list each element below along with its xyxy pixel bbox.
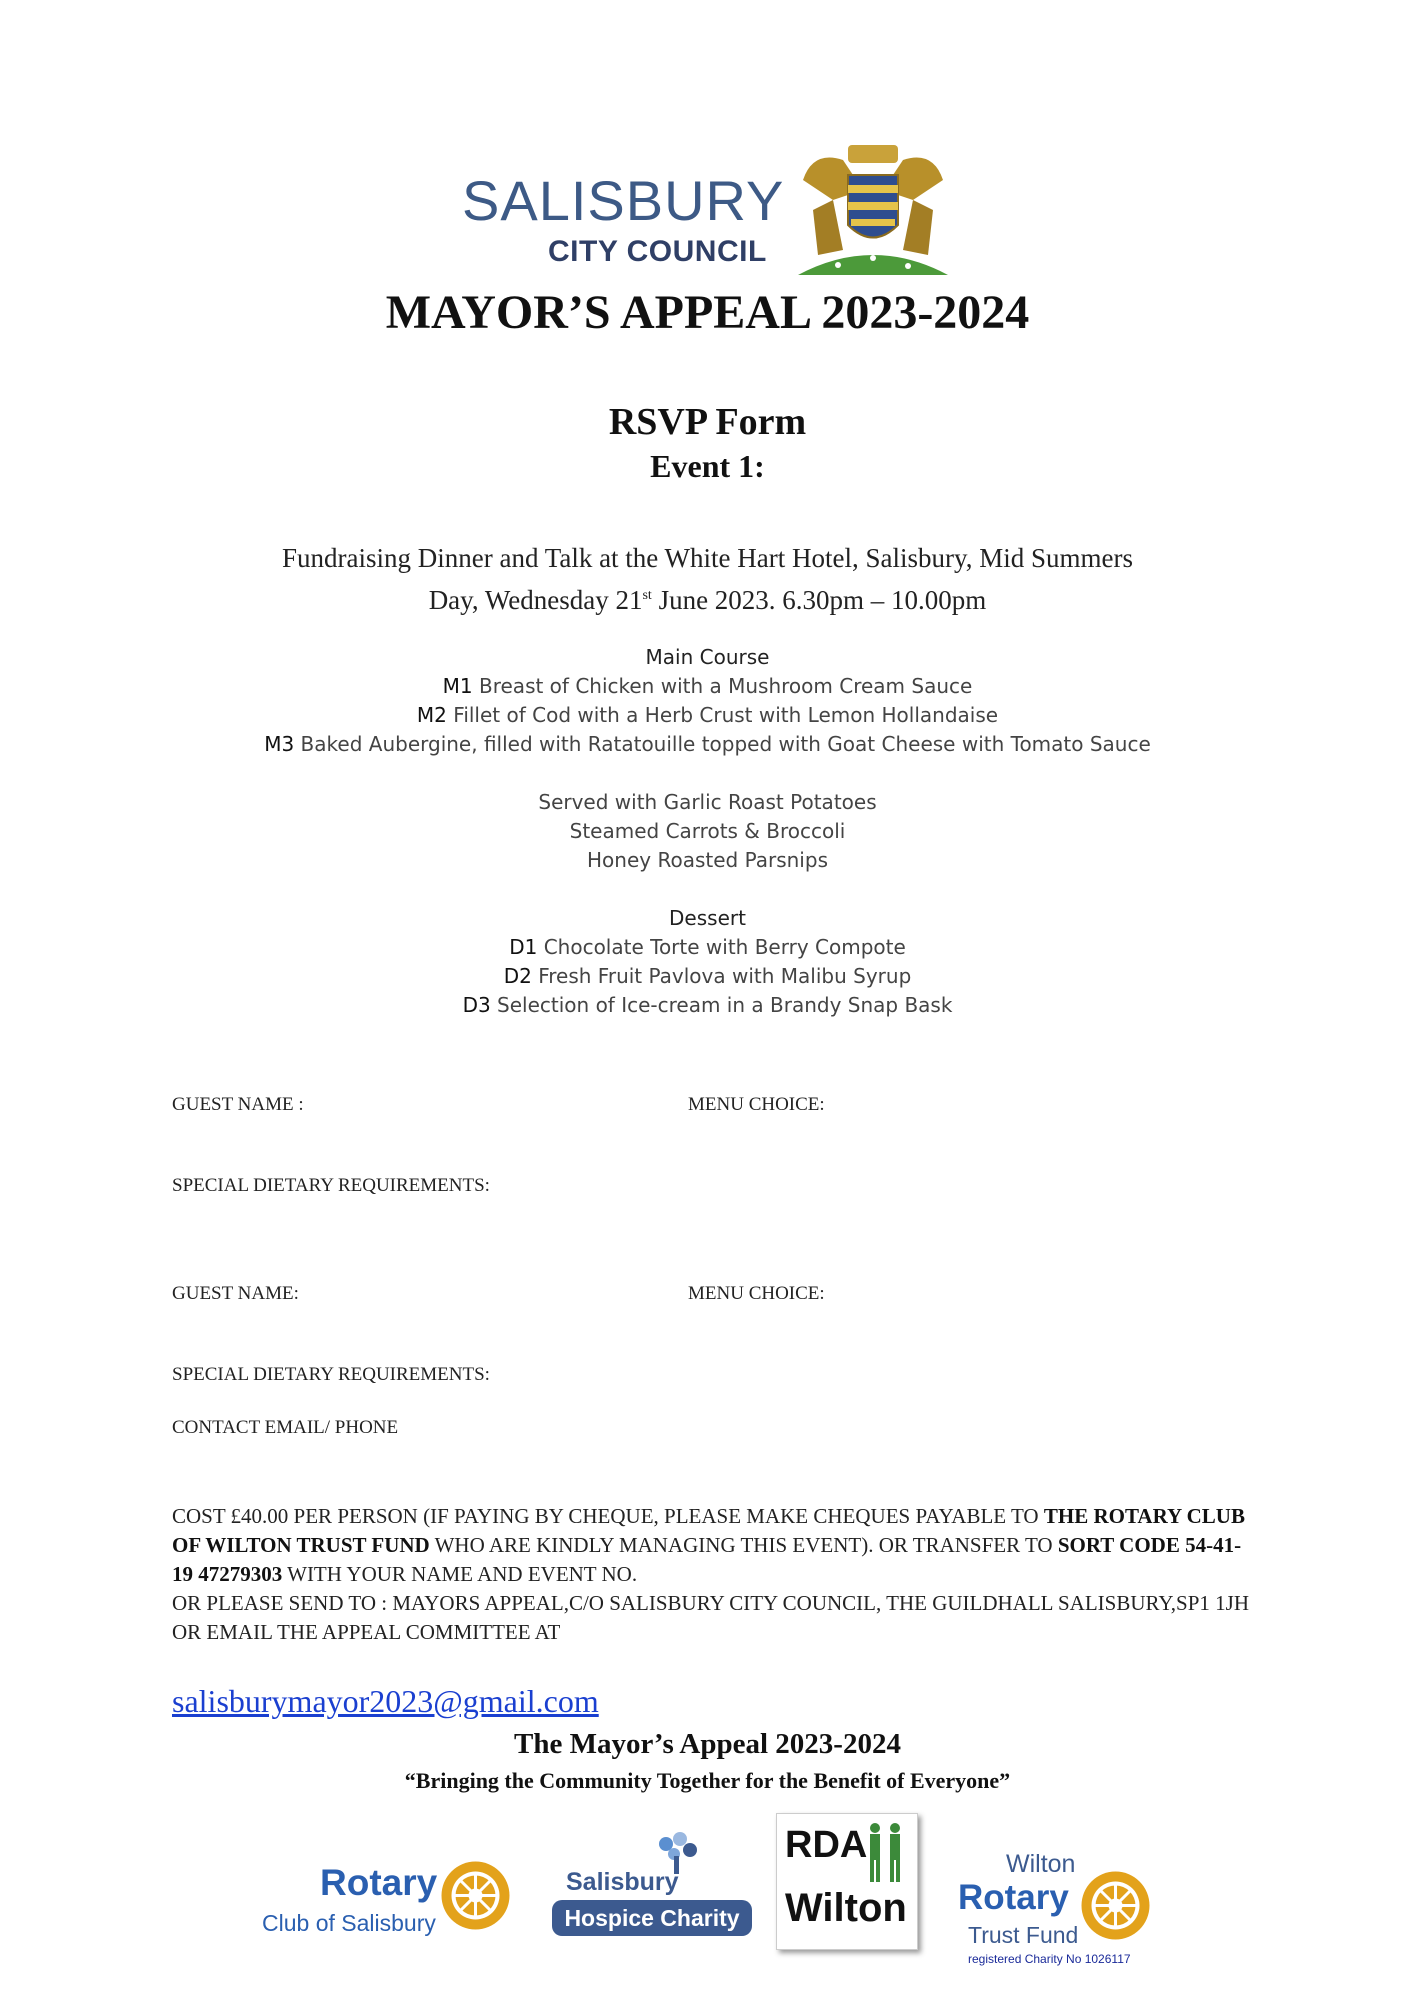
side-item: Honey Roasted Parsnips [587,848,828,872]
dietary-label-1: SPECIAL DIETARY REQUIREMENTS: [172,1175,490,1196]
postal-instructions: OR PLEASE SEND TO : MAYORS APPEAL,C/O SALISBURY CITY COUNCIL, THE GUILDHALL SALISBURY,SP1 1JH OR EMAIL THE APPEAL COMMITTEE AT [172,1591,1249,1644]
wilton-rotary-trust-fund-logo: Wilton Rotary Trust Fund registered Charity No 1026117 [948,1850,1178,1968]
event-description [0,540,1415,619]
event-label: Event 1: [650,448,765,484]
guest-name-label-2: GUEST NAME: [172,1283,299,1304]
footer-title: The Mayor’s Appeal 2023-2024 [514,1728,901,1760]
menu-item: D3 Selection of Ice-cream in a Brandy Snap Bask [462,993,953,1017]
appeal-email-link[interactable]: salisburymayor2023@gmail.com [172,1683,599,1719]
rotary-club-salisbury-logo: Rotary Club of Salisbury [260,1850,520,1950]
menu-item: M1 Breast of Chicken with a Mushroom Cream Sauce [442,674,973,698]
payment-instructions [172,1502,1252,1647]
riders-icon [863,1822,907,1884]
rda-wilton-logo: RDA Wilton [776,1813,918,1950]
main-course-heading: Main Course [645,645,770,669]
footer-tagline: “Bringing the Community Together for the Benefit of Everyone” [404,1768,1011,1793]
menu-choice-label-1: MENU CHOICE: [688,1094,825,1115]
rotary-wheel-icon [1078,1868,1153,1943]
rsvp-form-heading: RSVP Form [608,401,807,443]
salisbury-hospice-charity-logo: Salisbury Hospice Charity [552,1830,762,1942]
event-line-2: Day, Wednesday 21st June 2023. 6.30pm – 10.00pm [428,585,987,615]
menu-choice-label-2: MENU CHOICE: [688,1283,825,1304]
dessert-heading: Dessert [669,906,746,930]
logo-word-salisbury: SALISBURY [462,169,785,232]
page-title: MAYOR’S APPEAL 2023-2024 [385,286,1030,339]
dietary-label-2: SPECIAL DIETARY REQUIREMENTS: [172,1364,490,1385]
side-item: Served with Garlic Roast Potatoes [538,790,877,814]
rotary-wheel-icon [438,1858,513,1933]
menu-item: M2 Fillet of Cod with a Herb Crust with Lemon Hollandaise [416,703,999,727]
side-item: Steamed Carrots & Broccoli [569,819,846,843]
council-logo [460,140,960,285]
menu-item: M3 Baked Aubergine, filled with Ratatouille topped with Goat Cheese with Tomato Sauce [264,732,1151,756]
contact-label: CONTACT EMAIL/ PHONE [172,1417,399,1438]
event-line-1: Fundraising Dinner and Talk at the White Hart Hotel, Salisbury, Mid Summers [282,543,1133,573]
logo-word-city-council: CITY COUNCIL [548,235,767,268]
payment-paragraph: COST £40.00 PER PERSON (IF PAYING BY CHEQUE, PLEASE MAKE CHEQUES PAYABLE TO THE ROTARY CLUB OF WILTON TRUST FUND WHO ARE KINDLY MANAGING THIS EVENT). OR TRANSFER TO SORT CODE 54-41-19 47279303 WITH YOUR NAME AND EVENT NO. [172,1504,1245,1586]
guest-name-label-1: GUEST NAME : [172,1094,304,1115]
menu-item: D1 Chocolate Torte with Berry Compote [509,935,906,959]
menu-item: D2 Fresh Fruit Pavlova with Malibu Syrup [503,964,912,988]
menu-section [0,643,1415,1020]
coat-of-arms-icon [793,140,953,280]
